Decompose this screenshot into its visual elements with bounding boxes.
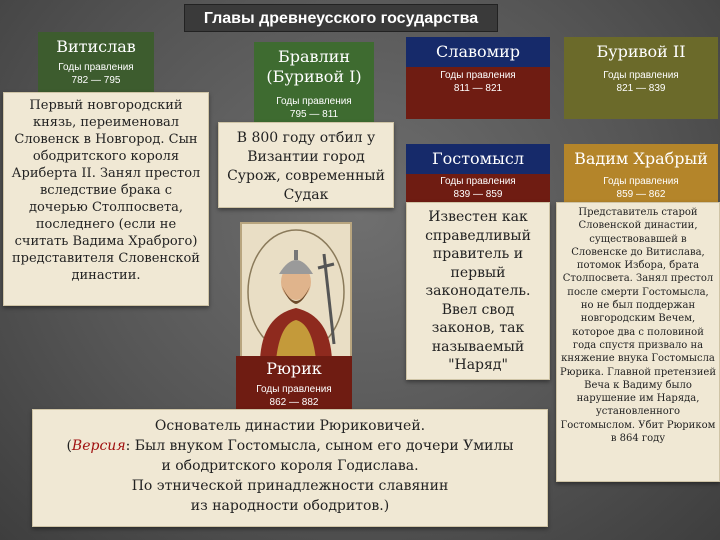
rurik-note [32,409,548,527]
rurik-note-line3: и ободритского короля Годислава. [161,458,419,474]
burivoy-years-box [564,67,718,119]
years-label: Годы правления [440,176,516,187]
burivoy-name: Буривой II [596,42,686,61]
slavomir-name: Славомир [436,42,520,61]
slavomir-years-box [406,67,550,119]
gostomysl-name: Гостомысл [432,149,524,168]
rurik-years: 862 — 882 [269,397,319,408]
burivoy-name-box [564,37,718,67]
bravlin-note [218,122,394,208]
bravlin-years-box [254,94,374,122]
vadim-years: 859 — 862 [616,189,666,200]
years-label: Годы правления [603,176,679,187]
bravlin-name: Бравлин [277,47,351,66]
years-label: Годы правления [603,70,679,81]
rurik-note-line4: По этнической принадлежности славянин [131,478,449,494]
years-label: Годы правления [440,70,516,81]
vitislav-note [3,92,209,306]
vadim-note [556,202,720,482]
slavomir-name-box [406,37,550,67]
vadim-years-box [564,174,718,202]
rurik-note-line1: Основатель династии Рюриковичей. [154,418,426,434]
years-label: Годы правления [256,384,332,395]
bravlin-alias: (Буривой I) [266,67,362,86]
rurik-note-line2: (Версия: Был внуком Гостомысла, сыном его дочери Умилы [66,438,514,454]
bravlin-name-box [254,42,374,94]
vadim-note-text: Представитель старой Словенской династии, существовавшей в Словенске до Витислава, потомок Избора, брата Столпосвета. Занял престол после смерти Гостомысла, но не был поддержан новгородским Вечем, которое два с половиной года спустя призвало на княжение внука Гостомысла Рюрика. Главной претензией Веча к Вадиму было нарушение им Наряда, установленного Гостомыслом. Убит Рюриком в 864 году [560,207,716,445]
rurik-note-line5: из народности ободритов.) [190,498,390,514]
vadim-name-box [564,144,718,174]
rurik-name-box [236,356,352,382]
rurik-portrait [240,222,352,362]
gostomysl-name-box [406,144,550,174]
years-label: Годы правления [58,62,134,73]
years-label: Годы правления [276,96,352,107]
burivoy-years: 821 — 839 [616,83,666,94]
vitislav-note-text: Первый новгородский князь, переименовал Словенск в Новгород. Сын ободритского короля Ариберта II. Занял престол вследствие брака с дочерью Столпосвета, последнего (если не считать Вадима Храброго) представителя Словенской династии. [11,98,201,283]
bravlin-years: 795 — 811 [289,109,339,120]
gostomysl-note-text: Известен как справедливый правитель и первый законодатель. Ввел свод законов, так называемый "Наряд" [425,209,531,373]
slide-title: Главы древнеусского государства [184,4,498,32]
bravlin-note-text: В 800 году отбил у Византии город Сурож, современный Судак [227,130,385,203]
rurik-years-box [236,382,352,410]
rurik-name: Рюрик [266,359,322,378]
gostomysl-years: 839 — 859 [453,189,503,200]
vadim-name: Вадим Храбрый [574,149,708,168]
slavomir-years: 811 — 821 [453,83,503,94]
gostomysl-note [406,202,550,380]
vitislav-name: Витислав [56,37,136,56]
gostomysl-years-box [406,174,550,202]
vitislav-years: 782 — 795 [71,75,121,86]
rurik-version-word: Версия [71,438,126,454]
vitislav-name-box [38,32,154,94]
